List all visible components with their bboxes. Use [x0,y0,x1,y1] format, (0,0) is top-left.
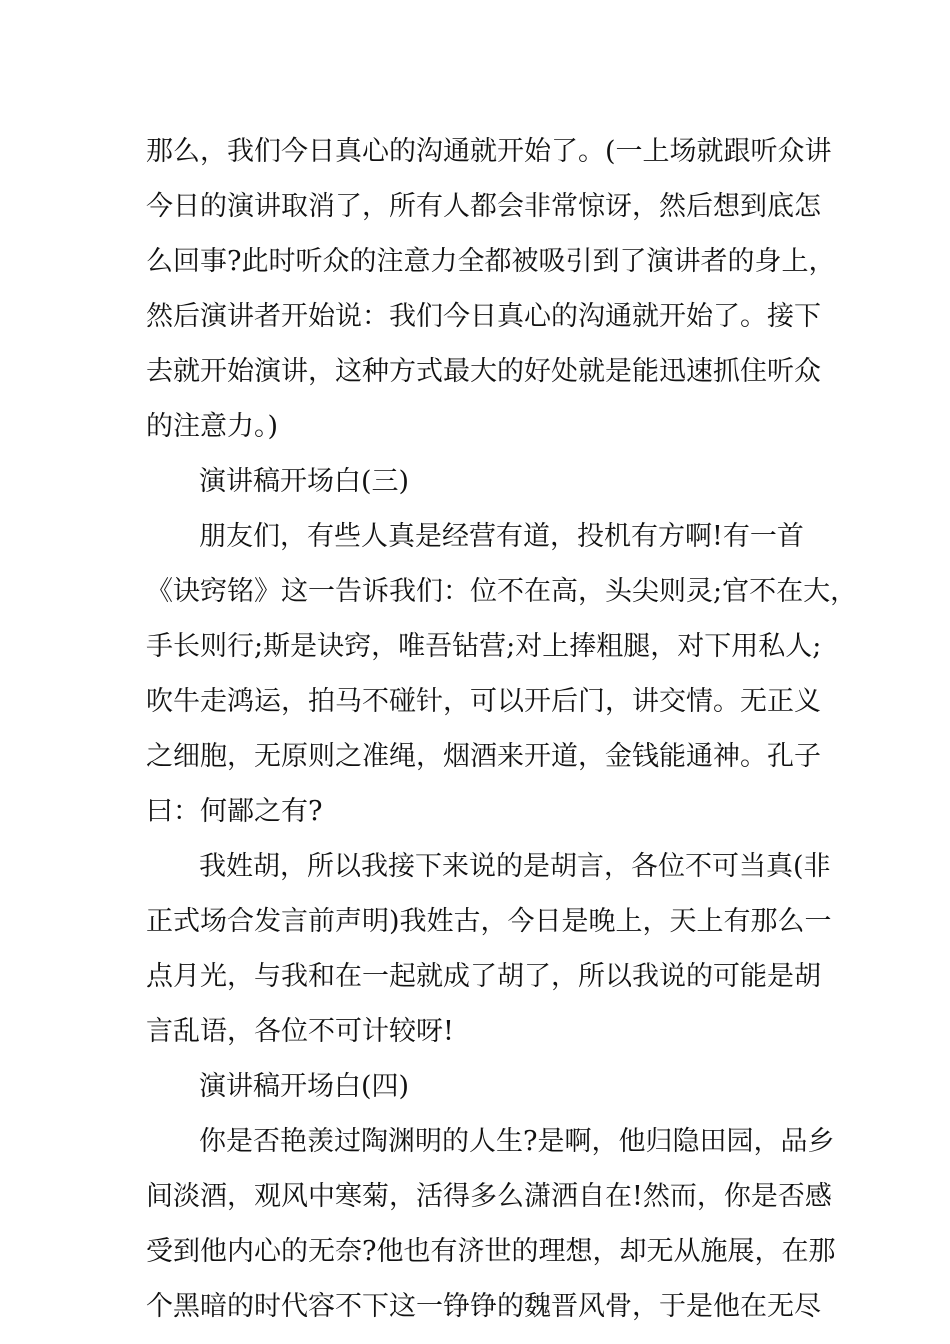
paragraph-line: 之细胞，无原则之准绳，烟酒来开道，金钱能通神。孔子 [146,741,821,772]
section-heading: 演讲稿开场白(四) [199,1071,410,1102]
paragraph-line: 吹牛走鸿运，拍马不碰针，可以开后门，讲交情。无正义 [146,686,821,717]
paragraph-line: 《诀窍铭》这一告诉我们：位不在高，头尖则灵;官不在大， [146,576,858,607]
document-body [146,124,858,1334]
paragraph-line: 今日的演讲取消了，所有人都会非常惊讶，然后想到底怎 [146,191,821,222]
paragraph-line: 点月光，与我和在一起就成了胡了，所以我说的可能是胡 [146,961,821,992]
paragraph-line: 么回事?此时听众的注意力全都被吸引到了演讲者的身上， [146,246,836,277]
paragraph-line: 我姓胡，所以我接下来说的是胡言，各位不可当真(非 [199,851,831,882]
paragraph-line: 正式场合发言前声明)我姓古，今日是晚上，天上有那么一 [146,906,832,937]
paragraph-line: 朋友们，有些人真是经营有道，投机有方啊!有一首 [199,521,804,552]
paragraph-line: 间淡酒，观风中寒菊，活得多么潇洒自在!然而，你是否感 [146,1181,832,1212]
paragraph-line: 那么，我们今日真心的沟通就开始了。(一上场就跟听众讲 [146,136,832,167]
paragraph-line: 然后演讲者开始说：我们今日真心的沟通就开始了。接下 [146,301,821,332]
paragraph-line: 言乱语，各位不可计较呀! [146,1016,454,1047]
section-heading: 演讲稿开场白(三) [199,466,410,497]
paragraph-line: 的注意力。) [146,411,279,442]
paragraph-line: 你是否艳羡过陶渊明的人生?是啊，他归隐田园，品乡 [199,1126,835,1157]
paragraph-line: 受到他内心的无奈?他也有济世的理想，却无从施展，在那 [146,1236,836,1267]
paragraph-line: 去就开始演讲，这种方式最大的好处就是能迅速抓住听众 [146,356,821,387]
paragraph-line: 手长则行;斯是诀窍，唯吾钻营;对上捧粗腿，对下用私人; [146,631,822,662]
paragraph-line: 个黑暗的时代容不下这一铮铮的魏晋风骨，于是他在无尽 [146,1291,821,1322]
paragraph-line: 曰：何鄙之有? [146,796,323,827]
